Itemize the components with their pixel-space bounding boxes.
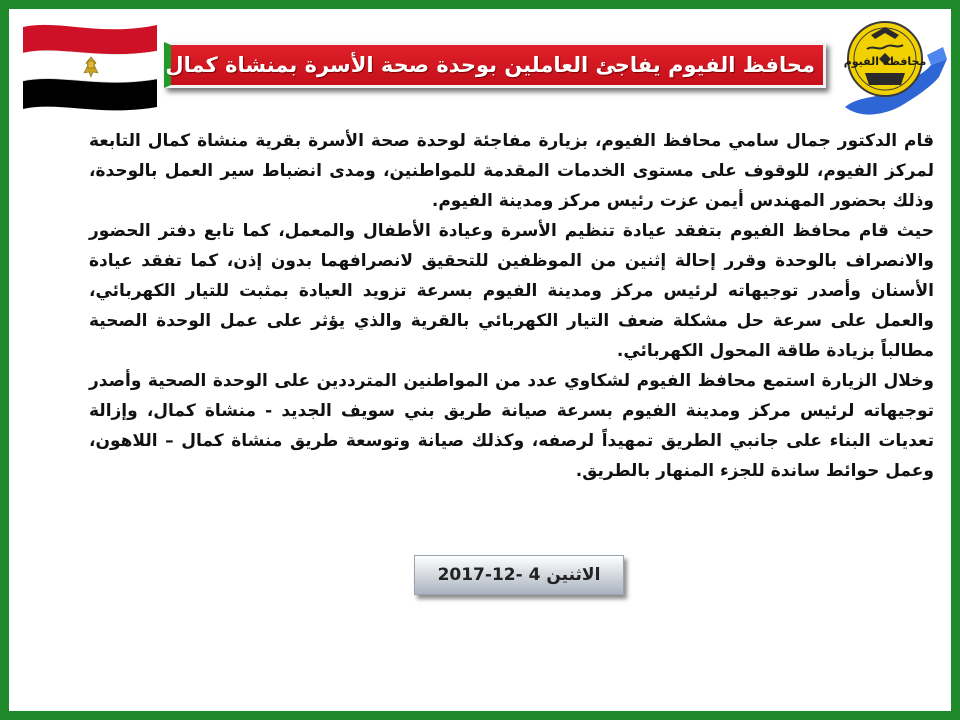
page-title: محافظ الفيوم يفاجئ العاملين بوحدة صحة الأسرة بمنشاة كمال (165, 53, 815, 77)
article-paragraph: قام الدكتور جمال سامي محافظ الفيوم، بزيارة مفاجئة لوحدة صحة الأسرة بقرية منشاة كمال التابعة لمركز الفيوم، للوقوف على مستوى الخدمات المقدمة للمواطنين، ومدى انضباط سير العمل بالوحدة، وذلك بحضور المهندس أيمن عزت رئيس مركز ومدينة الفيوم. (89, 131, 934, 211)
article-body (89, 126, 934, 486)
emblem-label: محافظة الفيوم (843, 55, 927, 68)
article-paragraph: وخلال الزيارة استمع محافظ الفيوم لشكاوي عدد من المواطنين المترددين على الوحدة الصحية وأصدر توجيهاته لرئيس مركز ومدينة الفيوم بسرعة صيانة طريق بني سويف الجديد - منشاة كمال، وإزالة تعديات البناء على جانبي الطريق تمهيداً لرصفه، وكذلك صيانة وتوسعة طريق منشاة كمال – اللاهون، وعمل حوائط ساندة للجزء المنهار بالطريق. (89, 371, 934, 481)
fayoum-governorate-emblem-icon (835, 15, 953, 123)
publish-date: الاثنين 4 -12-2017 (437, 565, 601, 585)
headline-banner (164, 42, 826, 88)
date-badge (414, 555, 624, 595)
egypt-flag-icon (19, 17, 161, 113)
article-paragraph: حيث قام محافظ الفيوم بتفقد عيادة تنظيم الأسرة وعيادة الأطفال والمعمل، كما تابع دفتر الحضور والانصراف بالوحدة وقرر إحالة إثنين من الموظفين للتحقيق لانصرافهما بدون إذن، كما تفقد عيادة الأسنان وأصدر توجيهاته لرئيس مركز ومدينة الفيوم بسرعة تزويد العيادة بمثبت للتيار الكهربائي، والعمل على سرعة حل مشكلة ضعف التيار الكهربائي بالقرية والذي يؤثر على عمل الوحدة الصحية مطالباً بزيادة طاقة المحول الكهربائي. (89, 221, 934, 361)
